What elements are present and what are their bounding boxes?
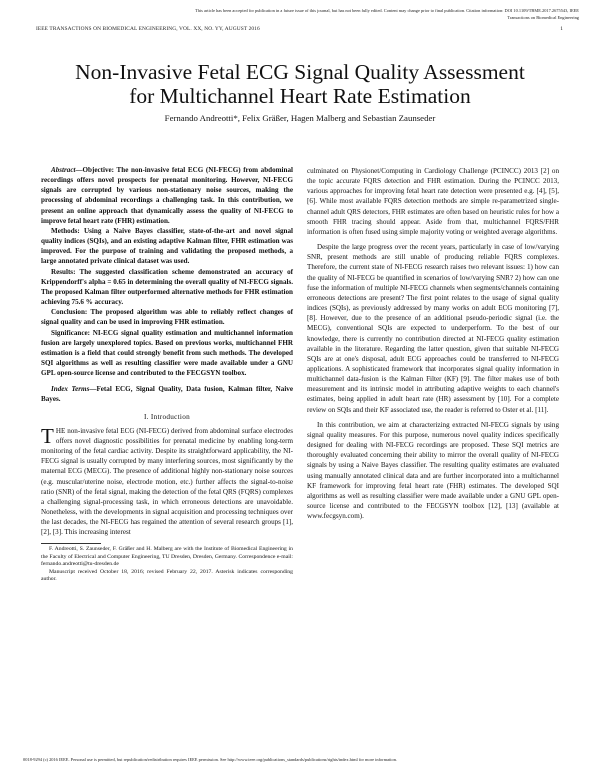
index-terms: Index Terms—Fetal ECG, Signal Quality, Data fusion, Kalman filter, Naive Bayes. xyxy=(41,385,294,404)
drop-cap: T xyxy=(41,423,54,448)
intro-paragraph: THE non-invasive fetal ECG (NI-FECG) derived from abdominal surface electrodes offers novel diagnostic possibilities for prenatal medicine by enabling long-term monitoring of the fetal cardiac activity. Despite its straightforward applicability, the NI-FECG signal is usually corrupted by many interfering sources, most significantly by the maternal ECG (MECG). The presence of additional highly non-stationary noise sources (e.g. muscular/uterine noise, electrode motion, etc.) further affects the signal-to-noise ratio (SNR) of the fetal signal, making the detection of the fetal QRS (FQRS) complexes a challenging signal-processing task, in which erroneous detections are unavoidable. Nonetheless, with the developments in signal acquisition and processing techniques over the last decades, the NI-FECG has regained the attention of several research groups [1], [2], [3]. This increasing interest xyxy=(41,423,293,537)
right-paragraph-3: In this contribution, we aim at characterizing extracted NI-FECG signals by using signal quality measures. For this purpose, numerous novel quality indices specifically designed for dealing with NI-FECG recordings are proposed. These SQI metrics are thoroughly evaluated concerning their ability to mirror the overall quality of NI-FECG signals by using a Naive Bayes classifier. The resulting quality estimates are evaluated using manually annotated clinical data and are further incorporated into a multichannel KF framework for improving fetal heart rate (FHR) estimates. The developed SQI algorithms as well as resulting classifier were made available under a GNU GPL open-source license and contributed to the FECGSYN toolbox [12], [13] (available at www.fecgsyn.com). xyxy=(307,420,559,521)
abstract-results: Results: The suggested classification scheme demonstrated an accuracy of Krippendorff's alpha = 0.65 in determining the overall quality of NI-FECG signals. The proposed Kalman filter outperformed alternative methods for FHR estimation achieving 75.6 % accuracy. xyxy=(41,267,293,307)
footnote-affiliation: F. Andreotti, S. Zaunseder, F. Gräßer and H. Malberg are with the Institute of Biomedical Engineering in the Faculty of Electrical and Computer Engineering, TU Dresden, Dresden, Germany. Correspondence e-mail: fernando.andreotti@tu-dresden.de xyxy=(41,546,293,568)
abstract xyxy=(41,165,293,378)
publication-notice-line2: Transactions on Biomedical Engineering xyxy=(507,15,579,20)
running-head: IEEE TRANSACTIONS ON BIOMEDICAL ENGINEERING, VOL. XX, NO. YY, AUGUST 2016 xyxy=(36,26,260,32)
abstract-objective: Abstract—Objective: The non-invasive fetal ECG (NI-FECG) from abdominal recordings offers novel prospects for prenatal monitoring. However, NI-FECG signals are corrupted by various non-stationary noise sources, making the processing of abdominal recordings a challenging task. In this contribution, we present an online approach that dynamically assess the quality of NI-FECG to improve fetal heart rate (FHR) estimation. xyxy=(41,166,293,225)
copyright-footer: 0018-9294 (c) 2016 IEEE. Personal use is permitted, but republication/redistribution requires IEEE permission. See http://www.ieee.org/publications_standards/publications/rights/index.html for more information. xyxy=(23,757,397,762)
paper-title xyxy=(30,60,570,108)
right-paragraph-2: Despite the large progress over the recent years, particularly in case of low/varying SNR, present methods are still unable of producing reliable FQRS complexes. Therefore, the current state of NI-FECG research raises two relevant issues: 1) how can the quality of NI-FECG be quantified in scenarios of low/varying SNR? 2) how can one fuse the information of multiple NI-FECG channels when segments/channels containing erroneous detections are present? The first point relates to the usage of signal quality indices (SQIs), as previously addressed by many works on adult ECG monitoring [7], [8]. However, due to the presence of an additional pseudo-periodic signal (i.e. the MECG), conventional SQIs are expected to underperform. To the best of our knowledge, there is currently no contribution directed at NI-FECG quality estimation available in the literature. Regarding the latter question, given that suitable NI-FECG SQIs are at one's disposal, adult ECG approaches could be transferred to NI-FECG applications. A sophisticated framework that incorporates signal quality information in multichannel data-fusion is the Kalman Filter (KF) [9]. The filter makes use of both measurement and its intrinsic model in attributing adaptive weights to each channel's estimates, being applied in adult heart rate (HR) assessment by [10]. For a complete review on SQIs and their KF associated use, the reader is referred to Oster et al. [11]. xyxy=(307,243,559,414)
abstract-methods: Methods: Using a Naive Bayes classifier, state-of-the-art and novel signal quality indices (SQIs), and an existing adaptive Kalman filter, FHR estimation was improved. For the purpose of training and validating the proposed methods, a large annotated private clinical dataset was used. xyxy=(41,226,293,266)
section-heading-introduction: I. Introduction xyxy=(143,412,191,421)
page-number: 1 xyxy=(560,26,563,32)
publication-notice-line1: This article has been accepted for publication in a future issue of this journal, but has not been fully edited. Content may change prior to final publication. Citation information: DOI 10.1109/TBME.2017.2675543, IEEE xyxy=(195,8,579,13)
index-terms-label: Index Terms xyxy=(51,385,90,394)
left-column xyxy=(41,165,293,584)
footnote-manuscript: Manuscript received October 18, 2016; revised February 22, 2017. Asterisk indicates corresponding author. xyxy=(41,568,293,583)
abstract-significance: Significance: NI-ECG signal quality estimation and multichannel information fusion are largely unexplored topics. Based on previous works, multichannel FHR estimation is a field that could strongly benefit from such methods. The developed SQI algorithms as well as resulting classifier were made available under a GNU GPL open-source license and contributed to the FECGSYN toolbox. xyxy=(41,328,293,378)
abstract-conclusion: Conclusion: The proposed algorithm was able to reliably reflect changes of signal quality and can be used in improving FHR estimation. xyxy=(41,308,293,327)
title-line-2: for Multichannel Heart Rate Estimation xyxy=(129,84,471,108)
footnote-rule xyxy=(41,543,101,544)
author-list: Fernando Andreotti*, Felix Gräßer, Hagen Malberg and Sebastian Zaunseder xyxy=(164,113,436,123)
abstract-label: Abstract xyxy=(51,166,76,174)
right-column xyxy=(307,166,559,521)
title-line-1: Non-Invasive Fetal ECG Signal Quality Assessment xyxy=(75,60,525,84)
publication-notice xyxy=(23,7,579,21)
right-paragraph-1: culminated on Physionet/Computing in Cardiology Challenge (PCINCC) 2013 [2] on the topic accurate FQRS detection and FHR estimation. During the PCINCC 2013, various approaches for improving fetal heart rate detection were presented e.g. [4], [5], [6]. While most available FQRS detection methods are simple re-parametrized single-channel adult QRS detectors, FHR estimates are often based on heuristic rules for how a smooth FHR tracing should appear. Aside from that, multichannel FQRS/FHR information is often fused using simple majority voting or weighted average algorithms. xyxy=(307,167,559,236)
